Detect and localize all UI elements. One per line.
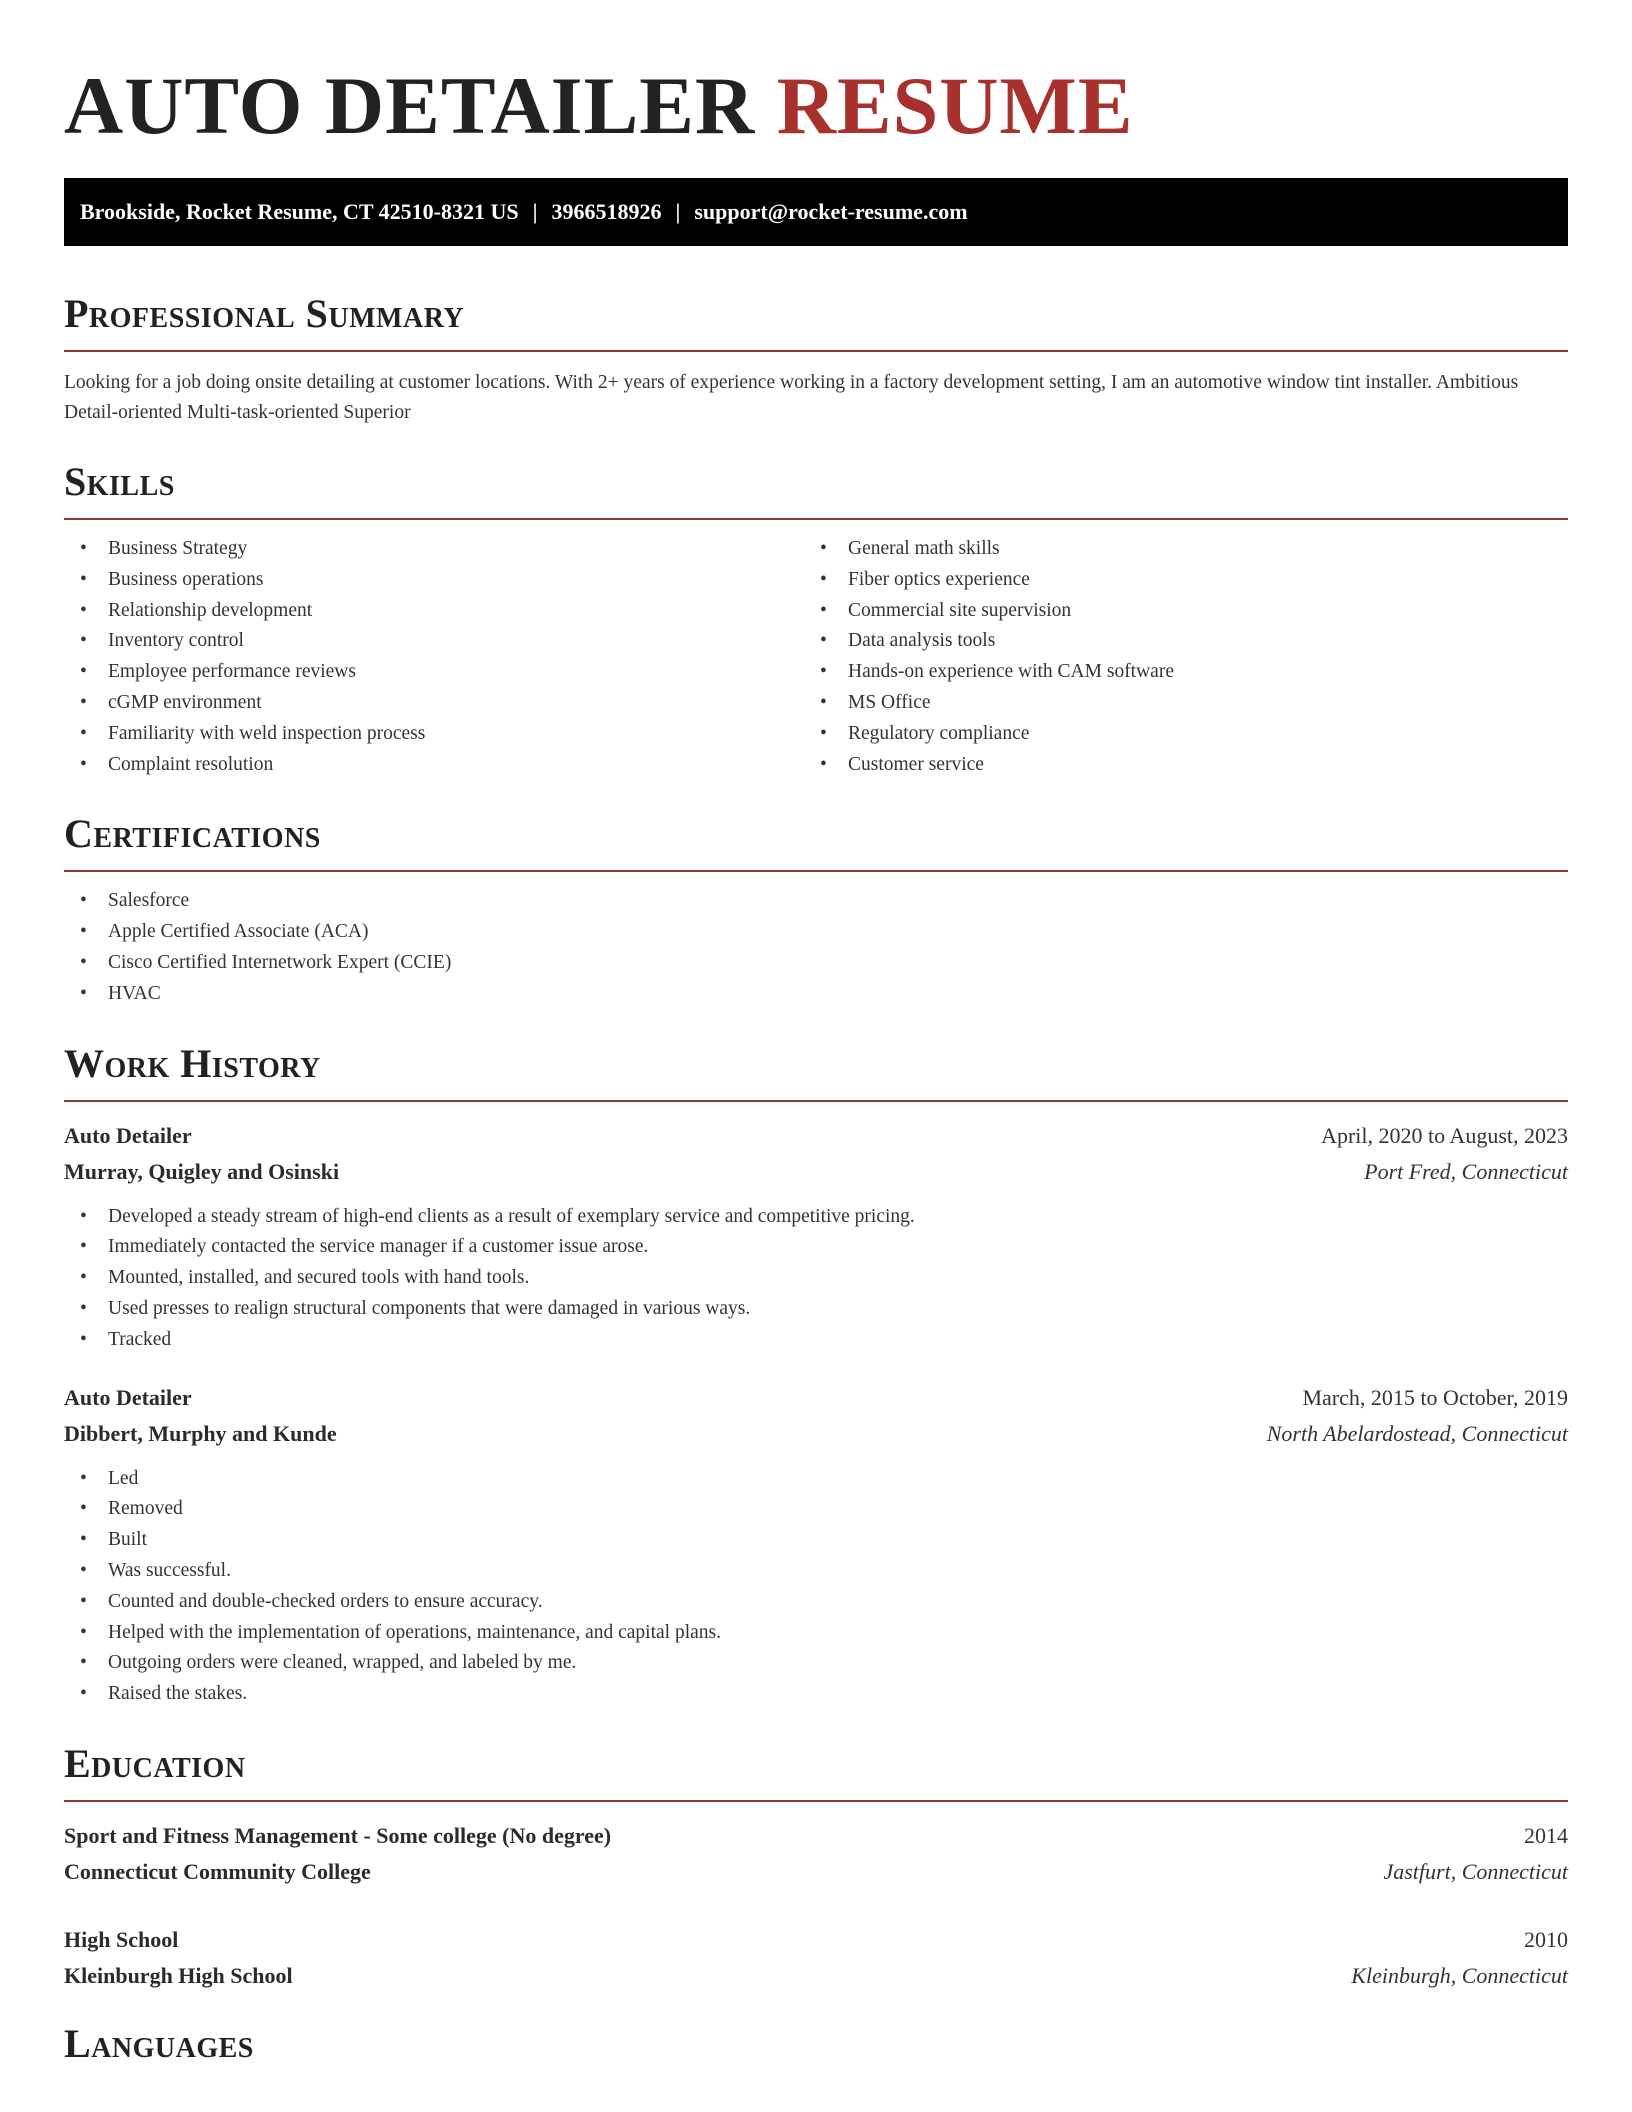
summary-text: Looking for a job doing onsite detailing at customer locations. With 2+ years of experience working in a factory development setting, I am an automotive window tint installer. Ambitious Detail-oriented Multi-task-oriented Superior (64, 372, 1519, 423)
skill-item: • Customer service (804, 750, 1544, 781)
skill-item: • Regulatory compliance (804, 719, 1544, 750)
education-degree: Sport and Fitness Management - Some college (No degree) (64, 1822, 612, 1848)
education-location: Kleinburgh, Connecticut (1351, 1962, 1568, 1988)
education-location: Jastfurt, Connecticut (1383, 1858, 1568, 1884)
job-duty: • Removed (64, 1494, 1568, 1525)
contact-email[interactable]: support@rocket-resume.com (694, 199, 968, 224)
certifications-list (64, 886, 1568, 1009)
resume-page (64, 0, 1568, 2068)
job-duty: • Tracked (64, 1325, 1568, 1356)
contact-bar (64, 178, 1568, 246)
skills-section (64, 458, 1568, 780)
job-title: Auto Detailer (64, 1384, 192, 1410)
skill-item: • General math skills (804, 534, 1544, 565)
section-divider (64, 1800, 1568, 1802)
skill-item: • cGMP environment (64, 688, 804, 719)
job-location: North Abelardostead, Connecticut (1266, 1420, 1568, 1446)
job-duty: • Outgoing orders were cleaned, wrapped, and labeled by me. (64, 1648, 1568, 1679)
education-heading: Education (64, 1740, 246, 1786)
job-company-row (64, 1154, 1568, 1190)
summary-section (64, 290, 1568, 428)
job-entry (64, 1380, 1568, 1710)
job-duty: • Used presses to realign structural components that were damaged in various ways. (64, 1294, 1568, 1325)
education-degree: High School (64, 1926, 179, 1952)
work-history-section (64, 1040, 1568, 1710)
skill-item: • Employee performance reviews (64, 657, 804, 688)
work-history-heading: Work History (64, 1040, 321, 1086)
job-duty: • Built (64, 1525, 1568, 1556)
summary-heading: Professional Summary (64, 291, 465, 336)
certifications-heading: Certifications (64, 811, 321, 857)
job-duty: • Immediately contacted the service manager if a customer issue arose. (64, 1232, 1568, 1263)
skill-item: • Hands-on experience with CAM software (804, 657, 1544, 688)
skills-heading: Skills (64, 459, 175, 504)
skill-item: • Business Strategy (64, 534, 804, 565)
job-duties (64, 1202, 1568, 1356)
job-duty: • Counted and double-checked orders to ensure accuracy. (64, 1587, 1568, 1618)
skill-item: • Business operations (64, 565, 804, 596)
job-title: Auto Detailer (64, 1122, 192, 1148)
education-school: Kleinburgh High School (64, 1962, 293, 1988)
education-entry (64, 1818, 1568, 1890)
title-main: AUTO DETAILER (64, 60, 756, 151)
contact-separator: | (675, 199, 681, 224)
languages-heading: Languages (64, 2020, 254, 2066)
skill-item: • Commercial site supervision (804, 596, 1544, 627)
job-duty: • Mounted, installed, and secured tools with hand tools. (64, 1263, 1568, 1294)
skills-list-left (64, 534, 804, 780)
job-title-row (64, 1380, 1568, 1416)
job-company: Murray, Quigley and Osinski (64, 1158, 340, 1184)
education-entry (64, 1922, 1568, 1994)
education-school: Connecticut Community College (64, 1858, 371, 1884)
job-entry (64, 1118, 1568, 1356)
certification-item: • Apple Certified Associate (ACA) (64, 917, 1568, 948)
job-company: Dibbert, Murphy and Kunde (64, 1420, 337, 1446)
skill-item: • Familiarity with weld inspection process (64, 719, 804, 750)
contact-address: Brookside, Rocket Resume, CT 42510-8321 US (80, 199, 519, 224)
education-year: 2014 (1524, 1822, 1568, 1848)
education-year: 2010 (1524, 1926, 1568, 1952)
section-divider (64, 1100, 1568, 1102)
resume-title (64, 0, 1568, 154)
job-company-row (64, 1416, 1568, 1452)
education-degree-row (64, 1818, 1568, 1854)
job-title-row (64, 1118, 1568, 1154)
job-duty: • Developed a steady stream of high-end clients as a result of exemplary service and competitive pricing. (64, 1202, 1568, 1233)
education-school-row (64, 1854, 1568, 1890)
certification-item: • Salesforce (64, 886, 1568, 917)
skill-item: • Inventory control (64, 626, 804, 657)
job-duties (64, 1464, 1568, 1710)
job-dates: April, 2020 to August, 2023 (1321, 1122, 1568, 1148)
title-accent: RESUME (776, 60, 1134, 151)
education-degree-row (64, 1922, 1568, 1958)
education-section (64, 1740, 1568, 1994)
job-duty: • Helped with the implementation of operations, maintenance, and capital plans. (64, 1618, 1568, 1649)
certifications-section (64, 810, 1568, 1009)
job-duty: • Was successful. (64, 1556, 1568, 1587)
job-dates: March, 2015 to October, 2019 (1302, 1384, 1568, 1410)
skills-columns (64, 520, 1568, 780)
contact-phone[interactable]: 3966518926 (551, 199, 662, 224)
job-duty: • Raised the stakes. (64, 1679, 1568, 1710)
section-divider (64, 870, 1568, 872)
skill-item: • Fiber optics experience (804, 565, 1544, 596)
section-divider (64, 350, 1568, 352)
education-school-row (64, 1958, 1568, 1994)
certification-item: • HVAC (64, 979, 1568, 1010)
languages-section (64, 2020, 1568, 2068)
job-location: Port Fred, Connecticut (1364, 1158, 1568, 1184)
skill-item: • Data analysis tools (804, 626, 1544, 657)
skill-item: • MS Office (804, 688, 1544, 719)
skill-item: • Relationship development (64, 596, 804, 627)
skills-list-right (804, 534, 1544, 780)
skill-item: • Complaint resolution (64, 750, 804, 781)
job-duty: • Led (64, 1464, 1568, 1495)
certification-item: • Cisco Certified Internetwork Expert (CCIE) (64, 948, 1568, 979)
contact-separator: | (532, 199, 538, 224)
